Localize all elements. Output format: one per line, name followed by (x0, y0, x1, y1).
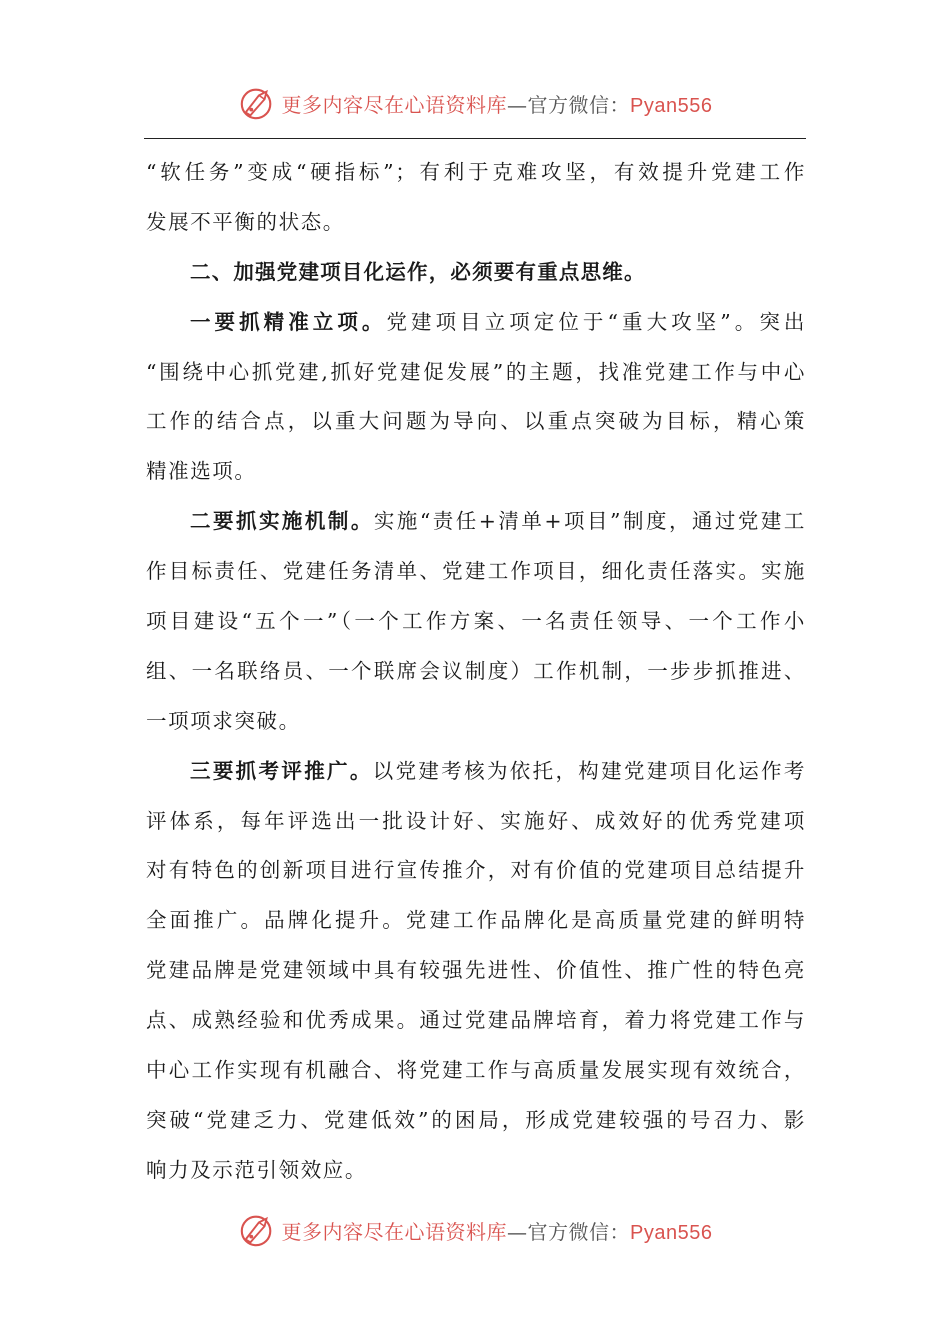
footer-wechat-id: Pyan556 (630, 1221, 713, 1244)
body-line: 点、成熟经验和优秀成果。通过党建品牌培育，着力将党建工作与 (146, 1008, 806, 1033)
document-body (146, 148, 806, 1196)
pen-nib-circle-icon (238, 84, 276, 122)
paragraph-text: 实施“责任+清单+项目”制度，通过党建工 (373, 509, 806, 534)
header-brand: 更多内容尽在心语资料库 (281, 92, 508, 117)
body-line: 一项项求突破。 (146, 708, 301, 733)
body-line: 作目标责任、党建任务清单、党建工作项目，细化责任落实。实施 (146, 559, 806, 584)
body-line: 全面推广。品牌化提升。党建工作品牌化是高质量党建的鲜明特 (146, 908, 806, 933)
body-line: “软任务”变成“硬指标”；有利于克难攻坚，有效提升党建工作 (146, 160, 806, 184)
paragraph-text: 党建项目立项定位于“重大攻坚”。突出 (386, 309, 806, 334)
footer-brand: 更多内容尽在心语资料库 (281, 1219, 508, 1244)
body-line: 精准选项。 (146, 459, 257, 484)
body-line: 项目建设“五个一”（一个工作方案、一名责任领导、一个工作小 (146, 609, 806, 634)
paragraph-lead: 一要抓精准立项。 (190, 309, 387, 334)
footer-wechat-label: 官方微信： (527, 1219, 631, 1244)
body-line: 中心工作实现有机融合、将党建工作与高质量发展实现有效统合， (146, 1058, 806, 1083)
body-line: 响力及示范引领效应。 (146, 1157, 367, 1182)
footer-banner-text (282, 1216, 713, 1245)
footer-dash: — (507, 1219, 528, 1244)
body-line: 党建品牌是党建领域中具有较强先进性、价值性、推广性的特色亮 (146, 958, 806, 983)
paragraph-line (146, 747, 806, 797)
paragraph-line (146, 298, 806, 348)
header-dash: — (507, 92, 528, 117)
header-banner-text (282, 89, 713, 118)
body-line: 突破“党建乏力、党建低效”的困局，形成党建较强的号召力、影 (146, 1107, 806, 1132)
body-line: 发展不平衡的状态。 (146, 209, 345, 234)
body-line: 组、一名联络员、一个联席会议制度）工作机制，一步步抓推进、 (146, 658, 806, 683)
body-line: 对有特色的创新项目进行宣传推介，对有价值的党建项目总结提升 (146, 858, 806, 883)
header-wechat-label: 官方微信： (527, 92, 631, 117)
header-wechat-id: Pyan556 (630, 94, 713, 117)
body-line: 工作的结合点，以重大问题为导向、以重点突破为目标，精心策 (146, 409, 806, 434)
paragraph-lead: 三要抓考评推广。 (190, 758, 373, 783)
paragraph-line (146, 497, 806, 547)
pen-nib-circle-icon (238, 1211, 276, 1249)
section-heading: 二、加强党建项目化运作，必须要有重点思维。 (190, 259, 646, 284)
paragraph-text: 以党建考核为依托，构建党建项目化运作考 (372, 758, 806, 783)
page-footer (0, 1208, 950, 1252)
page-header (0, 81, 950, 125)
paragraph-lead: 二要抓实施机制。 (190, 509, 374, 534)
body-line: “围绕中心抓党建,抓好党建促发展”的主题，找准党建工作与中心 (146, 359, 806, 384)
header-divider (144, 138, 806, 139)
body-line: 评体系，每年评选出一批设计好、实施好、成效好的优秀党建项 (146, 808, 806, 833)
